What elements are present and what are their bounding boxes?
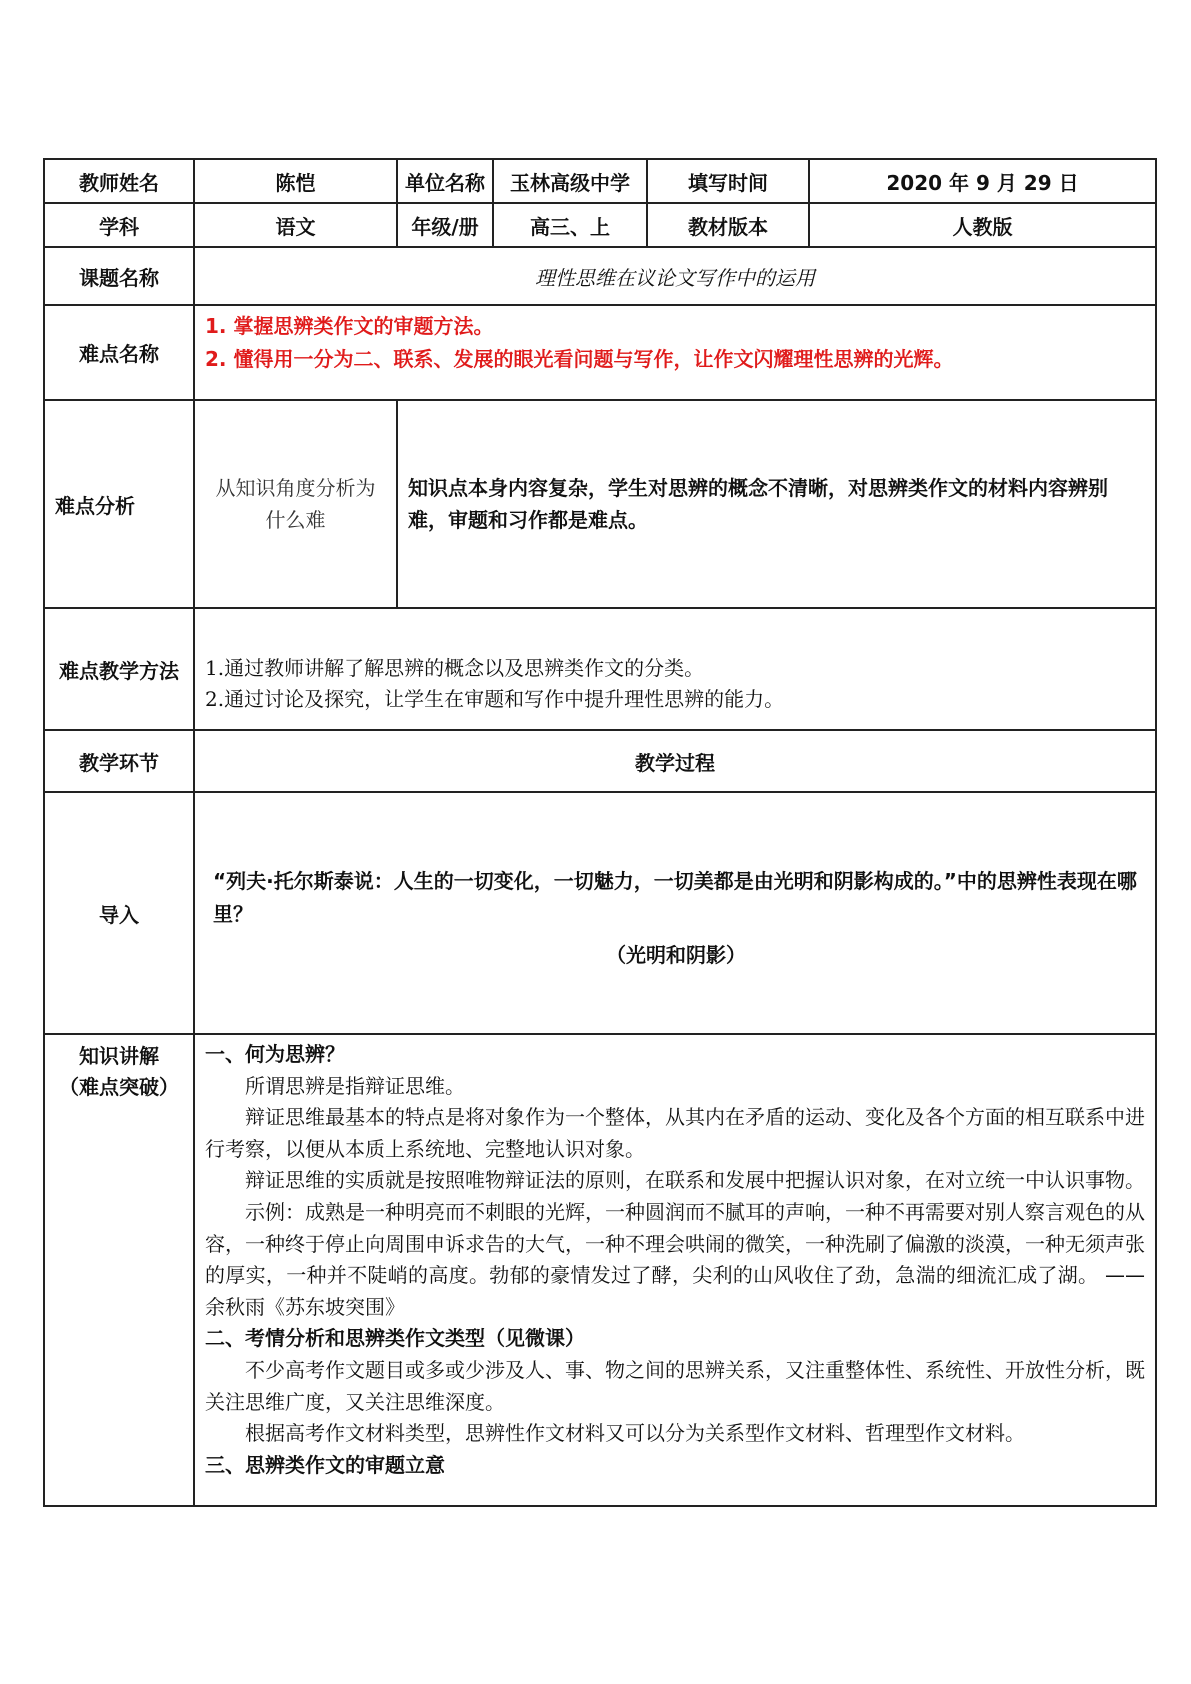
- process-row: [44, 730, 1156, 792]
- difficulty-content: [194, 305, 1156, 400]
- difficulty-item-1: 1. 掌握思辨类作文的审题方法。: [205, 314, 494, 338]
- section-heading-1: 一、何为思辨？: [205, 1042, 345, 1066]
- knowledge-example: 示例：成熟是一种明亮而不刺眼的光辉，一种圆润而不腻耳的声响，一种不再需要对别人察言观色的从容，一种终于停止向周围申诉求告的大气，一种不理会哄闹的微笑，一种洗刷了偏激的淡漠，一种无须声张的厚实，一种并不陡峭的高度。勃郁的豪情发过了酵，尖利的山风收住了劲，急湍的细流汇成了湖。 ——余秋雨《苏东坡突围》: [205, 1199, 1145, 1319]
- teacher-name: 陈恺: [194, 159, 397, 203]
- unit-label: 单位名称: [397, 159, 493, 203]
- subject-label: 学科: [44, 203, 194, 247]
- analysis-answer: 知识点本身内容复杂，学生对思辨的概念不清晰，对思辨类作文的材料内容辨别难，审题和习作都是难点。: [397, 400, 1156, 608]
- method-item-2: 2.通过讨论及探究，让学生在审题和写作中提升理性思辨的能力。: [205, 687, 785, 711]
- analysis-row: [44, 400, 1156, 608]
- intro-row: [44, 792, 1156, 1034]
- difficulty-item-2: 2. 懂得用一分为二、联系、发展的眼光看问题与写作，让作文闪耀理性思辨的光辉。: [205, 347, 954, 371]
- knowledge-paragraph: 所谓思辨是指辩证思维。: [245, 1073, 465, 1098]
- method-row: [44, 608, 1156, 730]
- knowledge-row: [44, 1034, 1156, 1506]
- knowledge-label: [44, 1034, 194, 1506]
- knowledge-label-line2: （难点突破）: [59, 1075, 179, 1099]
- intro-content: [194, 792, 1156, 1034]
- knowledge-content: [194, 1034, 1156, 1506]
- difficulty-row: [44, 305, 1156, 400]
- subject-value: 语文: [194, 203, 397, 247]
- intro-text: “列夫·托尔斯泰说：人生的一切变化，一切魅力，一切美都是由光明和阴影构成的。”中的思辨性表现在哪里？: [213, 868, 1137, 926]
- topic-title: 理性思维在议论文写作中的运用: [194, 247, 1156, 305]
- lesson-plan-table: [43, 158, 1157, 1507]
- knowledge-label-line1: 知识讲解: [79, 1044, 159, 1068]
- difficulty-label: 难点名称: [44, 305, 194, 400]
- analysis-question: 从知识角度分析为什么难: [194, 400, 397, 608]
- knowledge-paragraph: 辩证思维最基本的特点是将对象作为一个整体，从其内在矛盾的运动、变化及各个方面的相互联系中进行考察，以便从本质上系统地、完整地认识对象。: [205, 1105, 1145, 1161]
- analysis-label: 难点分析: [44, 400, 194, 608]
- knowledge-paragraph: 不少高考作文题目或多或少涉及人、事、物之间的思辨关系，又注重整体性、系统性、开放性分析，既关注思维广度，又关注思维深度。: [205, 1357, 1145, 1414]
- header-row-2: [44, 203, 1156, 247]
- header-row-1: [44, 159, 1156, 203]
- method-content: [194, 608, 1156, 730]
- intro-label: 导入: [44, 792, 194, 1034]
- method-label: 难点教学方法: [44, 608, 194, 730]
- knowledge-paragraph: 辩证思维的实质就是按照唯物辩证法的原则，在联系和发展中把握认识对象，在对立统一中认识事物。: [245, 1168, 1145, 1193]
- topic-row: [44, 247, 1156, 305]
- section-heading-3: 三、思辨类作文的审题立意: [205, 1452, 445, 1477]
- intro-answer: （光明和阴影）: [606, 942, 746, 967]
- process-title: 教学过程: [194, 730, 1156, 792]
- grade-value: 高三、上: [493, 203, 647, 247]
- date-value: 2020 年 9 月 29 日: [809, 159, 1156, 203]
- method-item-1: 1.通过教师讲解了解思辨的概念以及思辨类作文的分类。: [205, 656, 705, 680]
- unit-name: 玉林高级中学: [493, 159, 647, 203]
- process-label: 教学环节: [44, 730, 194, 792]
- section-heading-2: 二、考情分析和思辨类作文类型（见微课）: [205, 1326, 585, 1351]
- grade-label: 年级/册: [397, 203, 493, 247]
- date-label: 填写时间: [647, 159, 809, 203]
- knowledge-paragraph: 根据高考作文材料类型，思辨性作文材料又可以分为关系型作文材料、哲理型作文材料。: [245, 1421, 1025, 1446]
- teacher-label: 教师姓名: [44, 159, 194, 203]
- edition-label: 教材版本: [647, 203, 809, 247]
- edition-value: 人教版: [809, 203, 1156, 247]
- topic-label: 课题名称: [44, 247, 194, 305]
